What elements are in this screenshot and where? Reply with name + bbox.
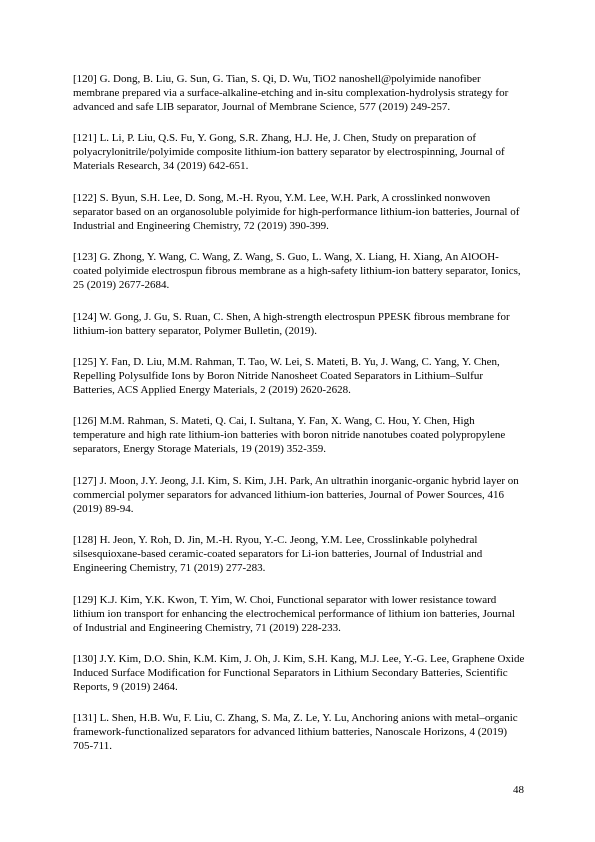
reference-item: [125] Y. Fan, D. Liu, M.M. Rahman, T. Tao, W. Lei, S. Mateti, B. Yu, J. Wang, C. Yang, Y. Chen, Repelling Polysulfide Ions by Boron Nitride Nanosheet Coated Separators in Lithium–Sulfur Batteries, ACS Applied Energy Materials, 2 (2019) 2620-2628.	[73, 355, 500, 396]
reference-item: [123] G. Zhong, Y. Wang, C. Wang, Z. Wang, S. Guo, L. Wang, X. Liang, H. Xiang, An AlOOH-coated polyimide electrospun fibrous membrane as a high-safety lithium-ion battery separator, Ionics, 25 (2019) 2677-2684.	[73, 251, 521, 292]
reference-item: [121] L. Li, P. Liu, Q.S. Fu, Y. Gong, S.R. Zhang, H.J. He, J. Chen, Study on preparation of polyacrylonitrile/polyimide composite lithium-ion battery separator by electrospinning, Journal of Materials Research, 34 (2019) 642-651.	[73, 132, 505, 173]
reference-item: [128] H. Jeon, Y. Roh, D. Jin, M.-H. Ryou, Y.-C. Jeong, Y.M. Lee, Crosslinkable polyhedral silsesquioxane-based ceramic-coated separators for Li-ion batteries, Journal of Industrial and Engineering Chemistry, 71 (2019) 277-283.	[73, 534, 483, 575]
reference-item: [120] G. Dong, B. Liu, G. Sun, G. Tian, S. Qi, D. Wu, TiO2 nanoshell@polyimide nanofiber membrane prepared via a surface-alkaline-etching and in-situ complexation-hydrolysis strategy for advanced and safe LIB separator, Journal of Membrane Science, 577 (2019) 249-257.	[73, 73, 509, 113]
reference-item: [130] J.Y. Kim, D.O. Shin, K.M. Kim, J. Oh, J. Kim, S.H. Kang, M.J. Lee, Y.-G. Lee, Graphene Oxide Induced Surface Modification for Functional Separators in Lithium Secondary Batteries, Scientific Reports, 9 (2019) 2464.	[73, 652, 525, 693]
reference-item: [126] M.M. Rahman, S. Mateti, Q. Cai, I. Sultana, Y. Fan, X. Wang, C. Hou, Y. Chen, High temperature and high rate lithium-ion batteries with boron nitride nanotubes coated polypropylene separators, Energy Storage Materials, 19 (2019) 352-359.	[73, 415, 506, 456]
reference-item: [127] J. Moon, J.Y. Jeong, J.I. Kim, S. Kim, J.H. Park, An ultrathin inorganic-organic hybrid layer on commercial polymer separators for advanced lithium-ion batteries, Journal of Power Sources, 416 (2019) 89-94.	[73, 474, 519, 515]
reference-item: [124] W. Gong, J. Gu, S. Ruan, C. Shen, A high-strength electrospun PPESK fibrous membrane for lithium-ion battery separator, Polymer Bulletin, (2019).	[73, 310, 510, 337]
reference-item: [129] K.J. Kim, Y.K. Kwon, T. Yim, W. Choi, Functional separator with lower resistance toward lithium ion transport for enhancing the electrochemical performance of lithium ion batteries, Journal of Industrial and Engineering Chemistry, 71 (2019) 228-233.	[73, 593, 515, 634]
reference-item: [131] L. Shen, H.B. Wu, F. Liu, C. Zhang, S. Ma, Z. Le, Y. Lu, Anchoring anions with metal–organic framework-functionalized separators for advanced lithium batteries, Nanoscale Horizons, 4 (2019) 705-711.	[73, 712, 518, 753]
reference-item: [122] S. Byun, S.H. Lee, D. Song, M.-H. Ryou, Y.M. Lee, W.H. Park, A crosslinked nonwoven separator based on an organosoluble polyimide for high-performance lithium-ion batteries, Journal of Industrial and Engineering Chemistry, 72 (2019) 390-399.	[73, 191, 520, 232]
page-number: 48	[513, 784, 524, 796]
reference-list	[73, 72, 525, 771]
